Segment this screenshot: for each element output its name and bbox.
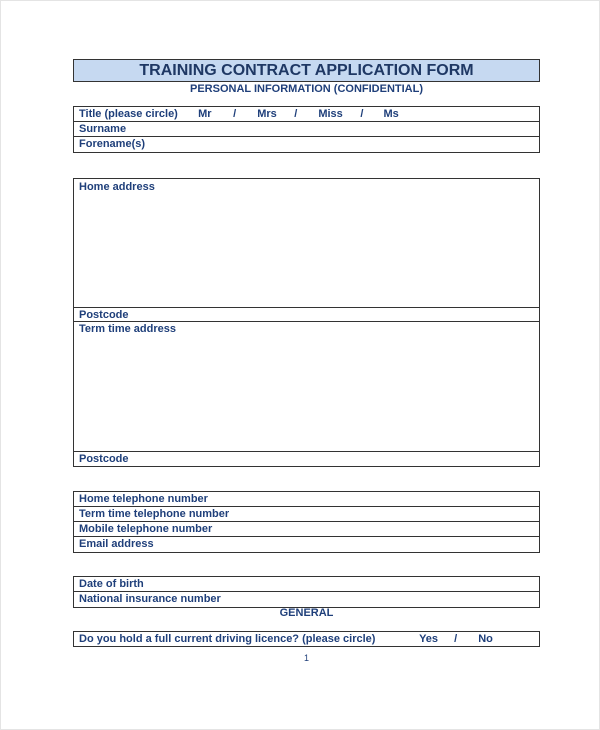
mobile-telephone-field[interactable]: Mobile telephone number xyxy=(74,522,539,537)
forename-field[interactable]: Forename(s) xyxy=(79,138,146,150)
title-option-mrs[interactable]: Mrs xyxy=(257,108,277,120)
section-heading-general: GENERAL xyxy=(279,607,334,619)
contact-table xyxy=(73,491,540,553)
section-heading-personal: PERSONAL INFORMATION (CONFIDENTIAL) xyxy=(189,83,424,95)
home-telephone-field[interactable]: Home telephone number xyxy=(74,492,539,507)
title-option-ms[interactable]: Ms xyxy=(383,108,399,120)
term-postcode-field[interactable]: Postcode xyxy=(79,453,129,465)
licence-row[interactable] xyxy=(74,632,539,646)
licence-table xyxy=(73,631,540,647)
term-address-field[interactable]: Term time address xyxy=(74,322,539,452)
personal-table xyxy=(73,106,540,153)
title-option-miss[interactable]: Miss xyxy=(318,108,343,120)
title-row[interactable] xyxy=(74,107,539,122)
separator: / xyxy=(294,108,298,120)
date-of-birth-field[interactable]: Date of birth xyxy=(74,577,539,592)
form-title: TRAINING CONTRACT APPLICATION FORM xyxy=(73,59,540,82)
title-option-mr[interactable]: Mr xyxy=(198,108,212,120)
national-insurance-field[interactable]: National insurance number xyxy=(79,593,221,605)
licence-no-option[interactable]: No xyxy=(478,633,493,645)
address-table xyxy=(73,178,540,467)
surname-field[interactable]: Surname xyxy=(74,122,539,137)
title-label: Title (please circle) xyxy=(79,108,178,120)
email-field[interactable]: Email address xyxy=(79,538,154,550)
licence-yes-option[interactable]: Yes xyxy=(419,633,439,645)
page-number: 1 xyxy=(303,653,309,663)
term-telephone-field[interactable]: Term time telephone number xyxy=(74,507,539,522)
separator: / xyxy=(233,108,237,120)
separator: / xyxy=(454,633,458,645)
home-postcode-field[interactable]: Postcode xyxy=(74,308,539,322)
licence-question: Do you hold a full current driving licence? (please circle) xyxy=(79,633,376,645)
separator: / xyxy=(360,108,364,120)
identity-table xyxy=(73,576,540,608)
home-address-field[interactable]: Home address xyxy=(74,179,539,308)
